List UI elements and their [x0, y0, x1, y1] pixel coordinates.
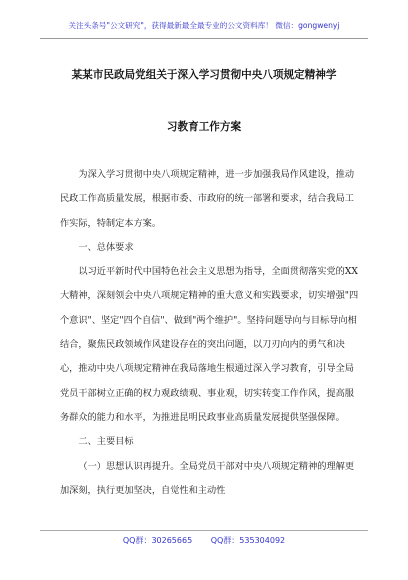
document-body — [60, 163, 360, 503]
document-title-line-1: 某某市民政局党组关于深入学习贯彻中央八项规定精神学 — [71, 69, 337, 81]
footer-qq-group-2: QQ群：535304092 — [210, 536, 286, 545]
section-heading-goals: 二、主要目标 — [78, 436, 134, 448]
paragraph-intro: 为深入学习贯彻中央八项规定精神，进一步加强我局作风建设，推动民政工作高质量发展，根据市委、市政府的统一部署和要求，结合我局工作实际，特制定本方案。 — [60, 169, 355, 229]
footer-divider — [40, 530, 368, 531]
header-promo-note: 关注头条号"公文研究"，获得最新最全最专业的公文资料库！ 微信：gongwenyj — [68, 21, 340, 30]
document-title-line-2: 习教育工作方案 — [166, 121, 242, 133]
paragraph-overall: 以习近平新时代中国特色社会主义思想为指导，全面贯彻落实党的XX大精神，深刻领会中央八项规定精神的重大意义和实践要求，切实增强"四个意识"、坚定"四个自信"、做到"两个维护"。坚持问题导向与目标导向相结合，聚焦民政领域作风建设存在的突出问题，以刀刃向内的勇气和决心，推动中央八项规定精神在我局落地生根通过深入学习教育，引导全局党员干部树立正确的权力观政绩观、事业观，切实转变工作作风，提高服务群众的能力和水平，为推进昆明民政事业高质量发展提供坚强保障。 — [60, 266, 359, 423]
footer-qq-group-1: QQ群：30265665 — [122, 536, 193, 545]
section-heading-overall: 一、总体要求 — [78, 241, 134, 253]
footer-qq-groups — [0, 535, 408, 546]
header-divider — [40, 38, 368, 39]
paragraph-goal-1: （一）思想认识再提升。全局党员干部对中央八项规定精神的理解更加深刻，执行更加坚决，自觉性和主动性 — [60, 460, 355, 496]
